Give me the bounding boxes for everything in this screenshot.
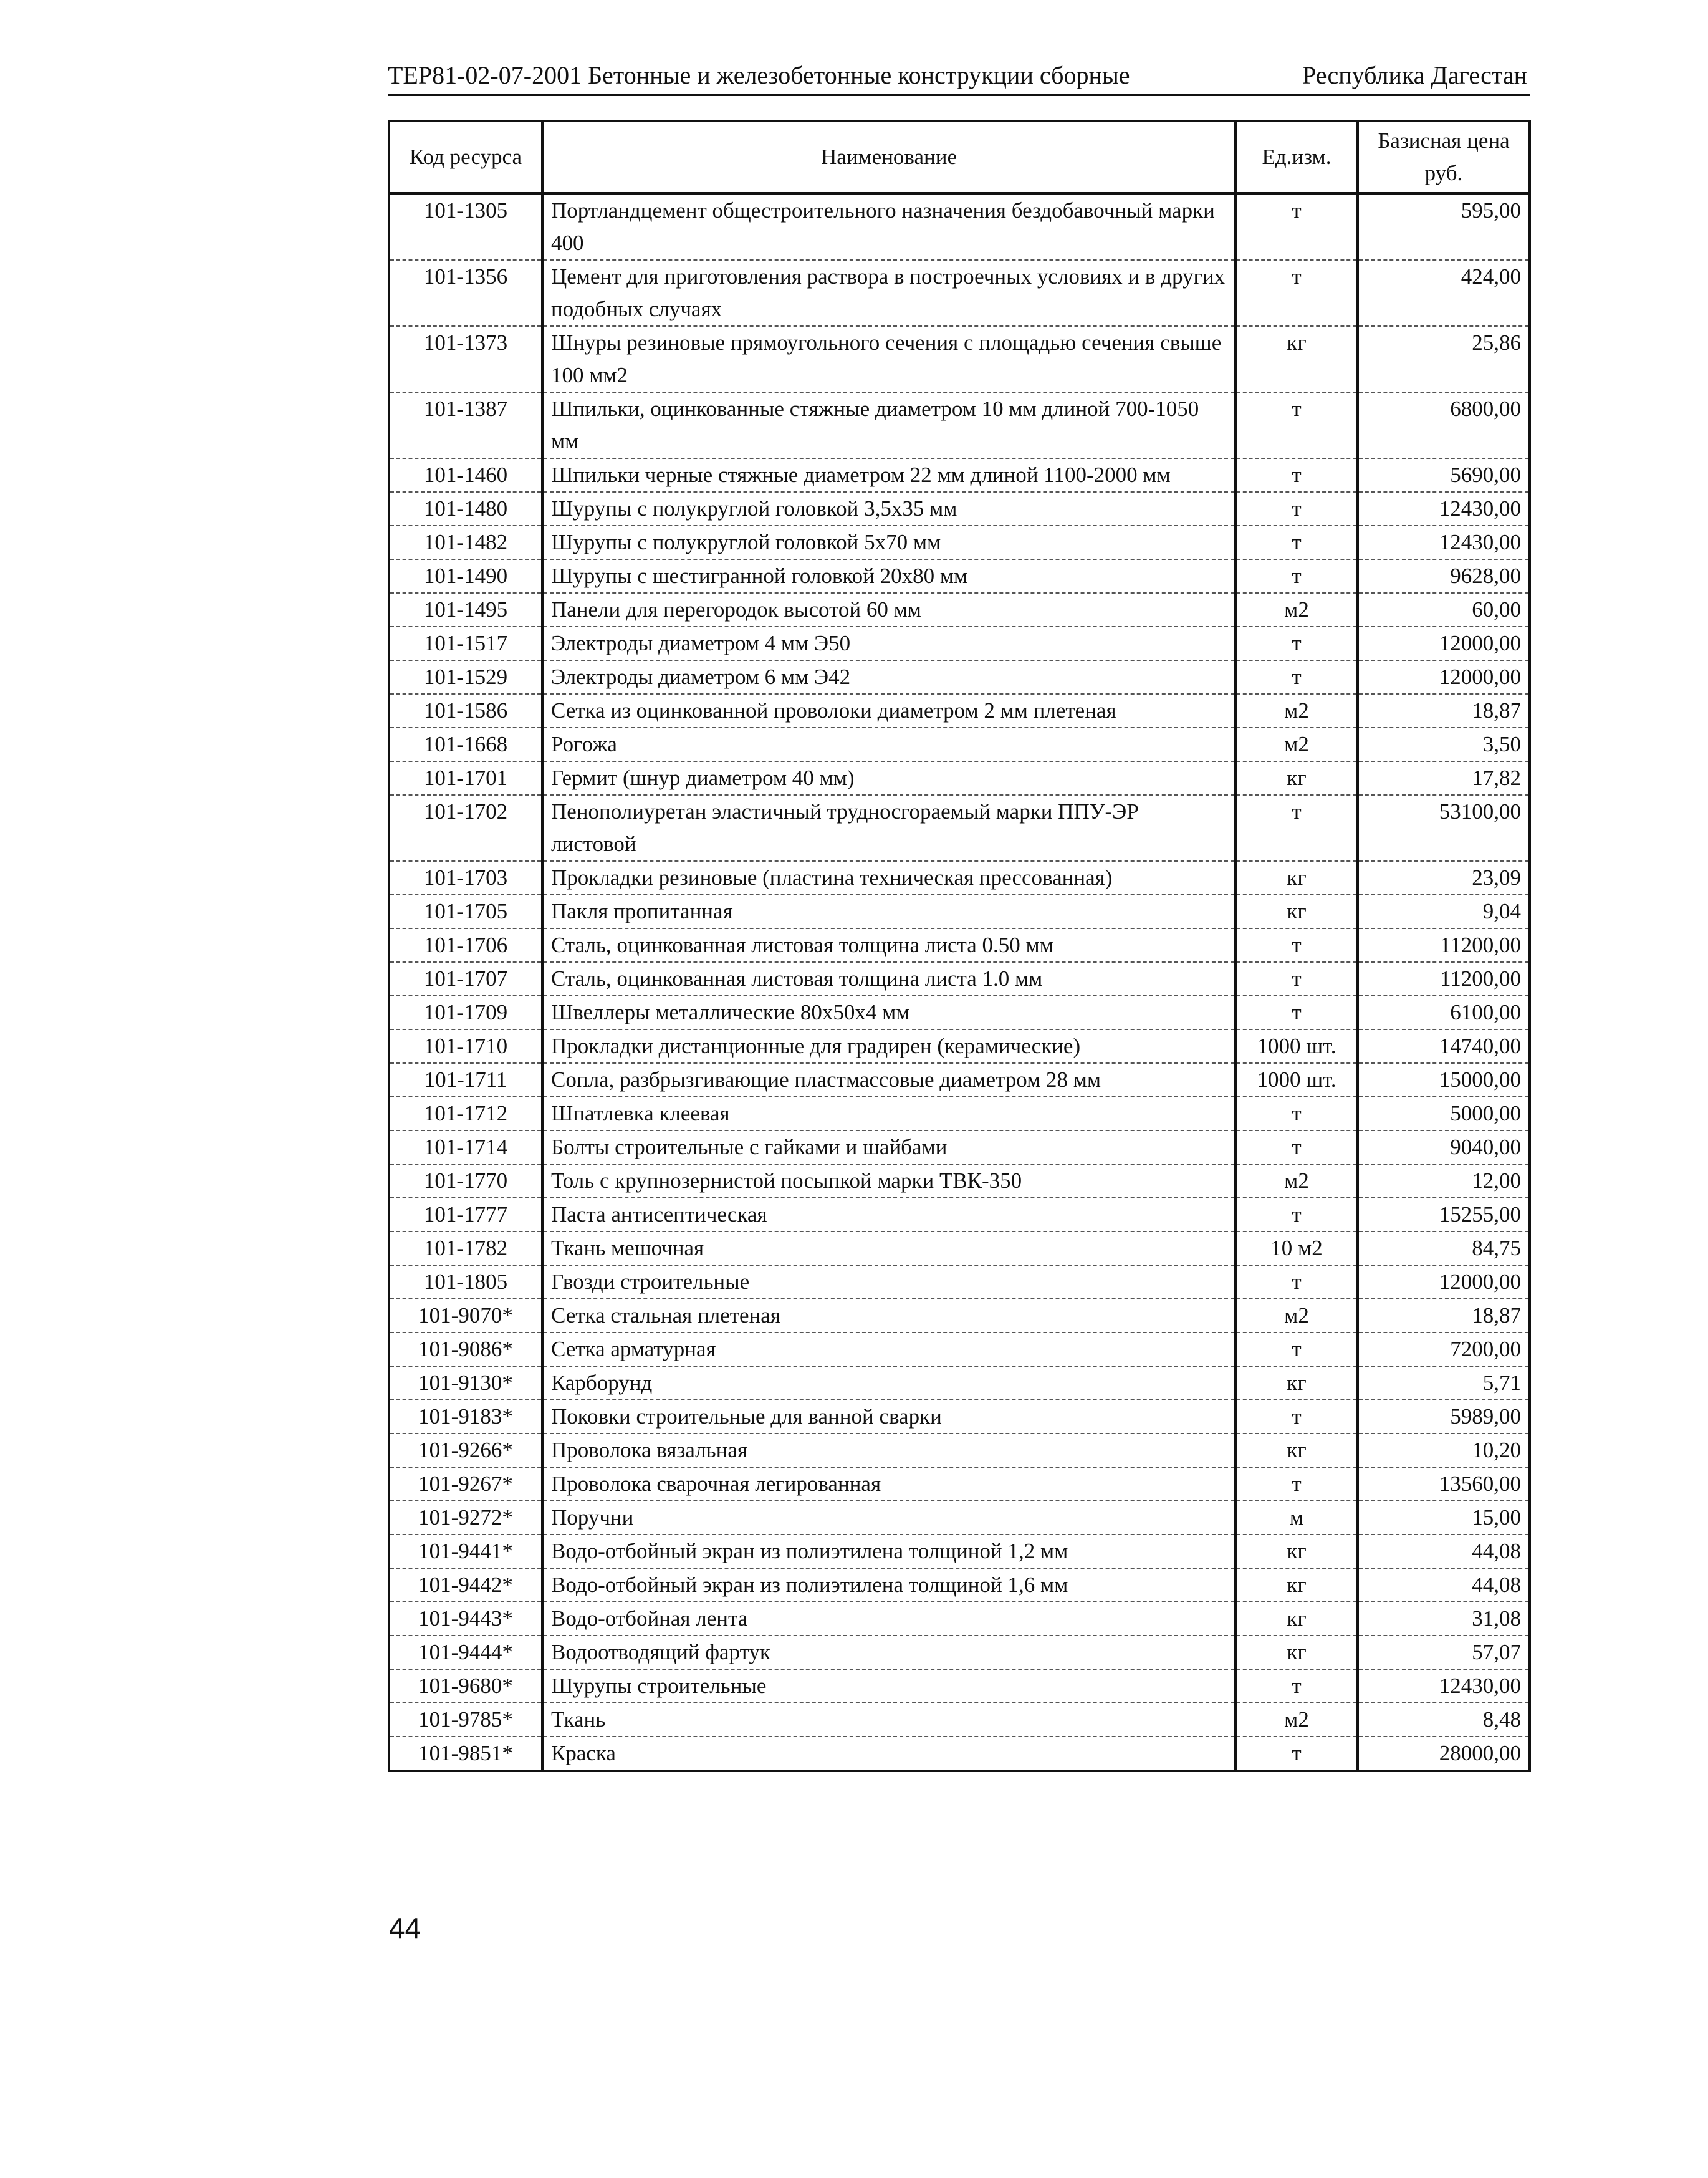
- resource-unit: 1000 шт.: [1235, 1063, 1358, 1097]
- resource-code: 101-1373: [389, 326, 542, 392]
- resource-name: Водо-отбойный экран из полиэтилена толщиной 1,6 мм: [542, 1568, 1235, 1602]
- resource-price: 9040,00: [1358, 1130, 1530, 1164]
- resource-code: 101-1702: [389, 795, 542, 861]
- resource-code: 101-1709: [389, 996, 542, 1029]
- resource-name: Цемент для приготовления раствора в построечных условиях и в других подобных случаях: [542, 260, 1235, 326]
- resource-unit: т: [1235, 1332, 1358, 1366]
- resource-unit: м2: [1235, 1703, 1358, 1737]
- resource-name: Сетка из оцинкованной проволоки диаметром 2 мм плетеная: [542, 694, 1235, 728]
- resource-unit: т: [1235, 1130, 1358, 1164]
- resource-unit: кг: [1235, 761, 1358, 795]
- resource-price: 15255,00: [1358, 1198, 1530, 1231]
- table-row: [389, 895, 1530, 928]
- resource-price: 6100,00: [1358, 996, 1530, 1029]
- resource-name: Ткань: [542, 1703, 1235, 1737]
- page-header: [388, 57, 1530, 96]
- resource-code: 101-9442*: [389, 1568, 542, 1602]
- table-row: [389, 1703, 1530, 1737]
- resource-code: 101-1356: [389, 260, 542, 326]
- resource-code: 101-1710: [389, 1029, 542, 1063]
- table-row: [389, 193, 1530, 260]
- region-name: Республика Дагестан: [1302, 61, 1527, 89]
- resource-code: 101-1517: [389, 627, 542, 660]
- resource-price: 18,87: [1358, 1299, 1530, 1332]
- resource-unit: м2: [1235, 1299, 1358, 1332]
- resource-name: Электроды диаметром 6 мм Э42: [542, 660, 1235, 694]
- resource-unit: кг: [1235, 895, 1358, 928]
- table-header-row: [389, 121, 1530, 193]
- resource-name: Сталь, оцинкованная листовая толщина листа 1.0 мм: [542, 962, 1235, 996]
- table-row: [389, 1602, 1530, 1636]
- resource-code: 101-1707: [389, 962, 542, 996]
- resource-unit: 10 м2: [1235, 1231, 1358, 1265]
- resource-code: 101-1706: [389, 928, 542, 962]
- resource-name: Поручни: [542, 1501, 1235, 1535]
- page-number: 44: [389, 1912, 421, 1944]
- resource-price: 44,08: [1358, 1535, 1530, 1568]
- resource-name: Прокладки дистанционные для градирен (керамические): [542, 1029, 1235, 1063]
- table-row: [389, 1535, 1530, 1568]
- resource-name: Электроды диаметром 4 мм Э50: [542, 627, 1235, 660]
- resource-code: 101-9441*: [389, 1535, 542, 1568]
- column-header-name: Наименование: [542, 121, 1235, 193]
- resource-code: 101-1701: [389, 761, 542, 795]
- resource-unit: т: [1235, 193, 1358, 260]
- resource-code: 101-1668: [389, 728, 542, 761]
- resource-name: Водоотводящий фартук: [542, 1636, 1235, 1669]
- resource-unit: м2: [1235, 593, 1358, 627]
- resource-price: 12000,00: [1358, 627, 1530, 660]
- resource-name: Болты строительные с гайками и шайбами: [542, 1130, 1235, 1164]
- resource-unit: т: [1235, 962, 1358, 996]
- resource-unit: м2: [1235, 694, 1358, 728]
- resource-code: 101-1714: [389, 1130, 542, 1164]
- resource-price: 5989,00: [1358, 1400, 1530, 1434]
- resource-unit: м2: [1235, 1164, 1358, 1198]
- table-row: [389, 728, 1530, 761]
- resource-code: 101-1770: [389, 1164, 542, 1198]
- resource-price: 28000,00: [1358, 1737, 1530, 1771]
- resource-price: 8,48: [1358, 1703, 1530, 1737]
- resource-unit: т: [1235, 1097, 1358, 1130]
- resource-unit: кг: [1235, 1366, 1358, 1400]
- resource-price: 18,87: [1358, 694, 1530, 728]
- resource-unit: кг: [1235, 326, 1358, 392]
- resource-name: Гвозди строительные: [542, 1265, 1235, 1299]
- resource-price: 12000,00: [1358, 660, 1530, 694]
- resource-unit: т: [1235, 795, 1358, 861]
- table-row: [389, 1400, 1530, 1434]
- resource-code: 101-9086*: [389, 1332, 542, 1366]
- table-row: [389, 1501, 1530, 1535]
- resource-price: 44,08: [1358, 1568, 1530, 1602]
- resource-price: 11200,00: [1358, 928, 1530, 962]
- resource-price: 15000,00: [1358, 1063, 1530, 1097]
- resource-price: 25,86: [1358, 326, 1530, 392]
- resource-unit: т: [1235, 260, 1358, 326]
- column-header-code: Код ресурса: [389, 121, 542, 193]
- document-title: ТЕР81-02-07-2001 Бетонные и железобетонные конструкции сборные: [388, 61, 1130, 89]
- resource-price: 13560,00: [1358, 1467, 1530, 1501]
- resource-code: 101-1777: [389, 1198, 542, 1231]
- resource-name: Сетка стальная плетеная: [542, 1299, 1235, 1332]
- resource-code: 101-1711: [389, 1063, 542, 1097]
- resource-code: 101-9183*: [389, 1400, 542, 1434]
- resource-unit: кг: [1235, 861, 1358, 895]
- resource-name: Водо-отбойный экран из полиэтилена толщиной 1,2 мм: [542, 1535, 1235, 1568]
- resource-price: 3,50: [1358, 728, 1530, 761]
- table-row: [389, 627, 1530, 660]
- resource-price: 9,04: [1358, 895, 1530, 928]
- resource-name: Проволока сварочная легированная: [542, 1467, 1235, 1501]
- resource-unit: т: [1235, 996, 1358, 1029]
- resource-unit: т: [1235, 458, 1358, 492]
- resource-code: 101-1495: [389, 593, 542, 627]
- resource-name: Шурупы строительные: [542, 1669, 1235, 1703]
- column-header-price: Базисная цена руб.: [1358, 121, 1530, 193]
- resource-price: 31,08: [1358, 1602, 1530, 1636]
- resource-price: 15,00: [1358, 1501, 1530, 1535]
- resource-price: 12430,00: [1358, 526, 1530, 559]
- resource-code: 101-1782: [389, 1231, 542, 1265]
- resource-code: 101-1586: [389, 694, 542, 728]
- table-row: [389, 559, 1530, 593]
- resource-unit: т: [1235, 1400, 1358, 1434]
- table-row: [389, 1097, 1530, 1130]
- resource-price: 53100,00: [1358, 795, 1530, 861]
- resource-name: Шурупы с полукруглой головкой 5х70 мм: [542, 526, 1235, 559]
- resource-code: 101-9851*: [389, 1737, 542, 1771]
- table-row: [389, 962, 1530, 996]
- resource-name: Шурупы с шестигранной головкой 20х80 мм: [542, 559, 1235, 593]
- resource-name: Краска: [542, 1737, 1235, 1771]
- resource-code: 101-1805: [389, 1265, 542, 1299]
- resource-name: Шнуры резиновые прямоугольного сечения с площадью сечения свыше 100 мм2: [542, 326, 1235, 392]
- resource-code: 101-9272*: [389, 1501, 542, 1535]
- table-row: [389, 1467, 1530, 1501]
- resource-code: 101-9680*: [389, 1669, 542, 1703]
- resource-unit: т: [1235, 1265, 1358, 1299]
- resource-price: 6800,00: [1358, 392, 1530, 458]
- resource-unit: т: [1235, 627, 1358, 660]
- resource-price: 9628,00: [1358, 559, 1530, 593]
- resource-name: Прокладки резиновые (пластина техническая прессованная): [542, 861, 1235, 895]
- resource-price: 5000,00: [1358, 1097, 1530, 1130]
- resource-code: 101-9130*: [389, 1366, 542, 1400]
- resource-price: 14740,00: [1358, 1029, 1530, 1063]
- table-row: [389, 1636, 1530, 1669]
- table-row: [389, 861, 1530, 895]
- table-row: [389, 1265, 1530, 1299]
- resource-price: 17,82: [1358, 761, 1530, 795]
- table-row: [389, 1198, 1530, 1231]
- resource-price: 57,07: [1358, 1636, 1530, 1669]
- resource-unit: кг: [1235, 1636, 1358, 1669]
- table-row: [389, 795, 1530, 861]
- table-row: [389, 326, 1530, 392]
- resource-name: Ткань мешочная: [542, 1231, 1235, 1265]
- resource-name: Пенополиуретан эластичный трудносгораемый марки ППУ-ЭР листовой: [542, 795, 1235, 861]
- table-row: [389, 260, 1530, 326]
- resource-name: Поковки строительные для ванной сварки: [542, 1400, 1235, 1434]
- table-row: [389, 1434, 1530, 1467]
- resource-name: Рогожа: [542, 728, 1235, 761]
- resource-price: 595,00: [1358, 193, 1530, 260]
- resource-price: 23,09: [1358, 861, 1530, 895]
- resource-price: 5690,00: [1358, 458, 1530, 492]
- resource-name: Швеллеры металлические 80х50х4 мм: [542, 996, 1235, 1029]
- resource-name: Шпатлевка клеевая: [542, 1097, 1235, 1130]
- table-row: [389, 1568, 1530, 1602]
- resource-unit: кг: [1235, 1535, 1358, 1568]
- resource-code: 101-1490: [389, 559, 542, 593]
- resource-price-table: [388, 120, 1531, 1772]
- resource-name: Карборунд: [542, 1366, 1235, 1400]
- resource-price: 10,20: [1358, 1434, 1530, 1467]
- resource-code: 101-9267*: [389, 1467, 542, 1501]
- resource-code: 101-1305: [389, 193, 542, 260]
- resource-unit: 1000 шт.: [1235, 1029, 1358, 1063]
- table-row: [389, 694, 1530, 728]
- resource-unit: т: [1235, 660, 1358, 694]
- resource-name: Сталь, оцинкованная листовая толщина листа 0.50 мм: [542, 928, 1235, 962]
- resource-code: 101-9070*: [389, 1299, 542, 1332]
- resource-code: 101-1482: [389, 526, 542, 559]
- table-row: [389, 928, 1530, 962]
- resource-code: 101-1712: [389, 1097, 542, 1130]
- resource-price: 84,75: [1358, 1231, 1530, 1265]
- resource-name: Шпильки черные стяжные диаметром 22 мм длиной 1100-2000 мм: [542, 458, 1235, 492]
- resource-unit: т: [1235, 526, 1358, 559]
- resource-unit: т: [1235, 392, 1358, 458]
- resource-name: Проволока вязальная: [542, 1434, 1235, 1467]
- resource-price: 424,00: [1358, 260, 1530, 326]
- resource-name: Портландцемент общестроительного назначения бездобавочный марки 400: [542, 193, 1235, 260]
- table-row: [389, 660, 1530, 694]
- table-row: [389, 392, 1530, 458]
- resource-unit: кг: [1235, 1602, 1358, 1636]
- resource-name: Гермит (шнур диаметром 40 мм): [542, 761, 1235, 795]
- resource-price: 11200,00: [1358, 962, 1530, 996]
- resource-unit: т: [1235, 1198, 1358, 1231]
- resource-code: 101-9266*: [389, 1434, 542, 1467]
- resource-code: 101-9444*: [389, 1636, 542, 1669]
- table-row: [389, 1231, 1530, 1265]
- resource-price: 7200,00: [1358, 1332, 1530, 1366]
- resource-code: 101-1480: [389, 492, 542, 526]
- resource-name: Водо-отбойная лента: [542, 1602, 1235, 1636]
- resource-code: 101-1703: [389, 861, 542, 895]
- resource-code: 101-1705: [389, 895, 542, 928]
- resource-name: Сетка арматурная: [542, 1332, 1235, 1366]
- resource-unit: т: [1235, 1467, 1358, 1501]
- resource-price: 12000,00: [1358, 1265, 1530, 1299]
- resource-unit: т: [1235, 492, 1358, 526]
- resource-name: Пакля пропитанная: [542, 895, 1235, 928]
- resource-unit: т: [1235, 928, 1358, 962]
- table-row: [389, 1299, 1530, 1332]
- resource-price: 12430,00: [1358, 1669, 1530, 1703]
- resource-price: 60,00: [1358, 593, 1530, 627]
- resource-name: Панели для перегородок высотой 60 мм: [542, 593, 1235, 627]
- resource-unit: м2: [1235, 728, 1358, 761]
- table-row: [389, 1063, 1530, 1097]
- table-row: [389, 1737, 1530, 1771]
- resource-unit: т: [1235, 1737, 1358, 1771]
- table-row: [389, 593, 1530, 627]
- table-row: [389, 458, 1530, 492]
- resource-code: 101-1387: [389, 392, 542, 458]
- table-row: [389, 526, 1530, 559]
- resource-price: 5,71: [1358, 1366, 1530, 1400]
- resource-name: Сопла, разбрызгивающие пластмассовые диаметром 28 мм: [542, 1063, 1235, 1097]
- resource-name: Толь с крупнозернистой посыпкой марки ТВК-350: [542, 1164, 1235, 1198]
- table-row: [389, 1164, 1530, 1198]
- resource-code: 101-1529: [389, 660, 542, 694]
- resource-code: 101-9785*: [389, 1703, 542, 1737]
- column-header-unit: Ед.изм.: [1235, 121, 1358, 193]
- resource-price: 12430,00: [1358, 492, 1530, 526]
- resource-name: Шпильки, оцинкованные стяжные диаметром 10 мм длиной 700-1050 мм: [542, 392, 1235, 458]
- resource-price: 12,00: [1358, 1164, 1530, 1198]
- resource-name: Шурупы с полукруглой головкой 3,5х35 мм: [542, 492, 1235, 526]
- resource-name: Паста антисептическая: [542, 1198, 1235, 1231]
- resource-unit: т: [1235, 1669, 1358, 1703]
- resource-code: 101-9443*: [389, 1602, 542, 1636]
- table-row: [389, 1029, 1530, 1063]
- table-row: [389, 996, 1530, 1029]
- table-row: [389, 1366, 1530, 1400]
- table-body: [389, 193, 1530, 1771]
- table-row: [389, 492, 1530, 526]
- table-row: [389, 1669, 1530, 1703]
- table-row: [389, 1332, 1530, 1366]
- resource-code: 101-1460: [389, 458, 542, 492]
- resource-unit: т: [1235, 559, 1358, 593]
- resource-unit: кг: [1235, 1568, 1358, 1602]
- resource-unit: кг: [1235, 1434, 1358, 1467]
- resource-unit: м: [1235, 1501, 1358, 1535]
- table-row: [389, 1130, 1530, 1164]
- table-row: [389, 761, 1530, 795]
